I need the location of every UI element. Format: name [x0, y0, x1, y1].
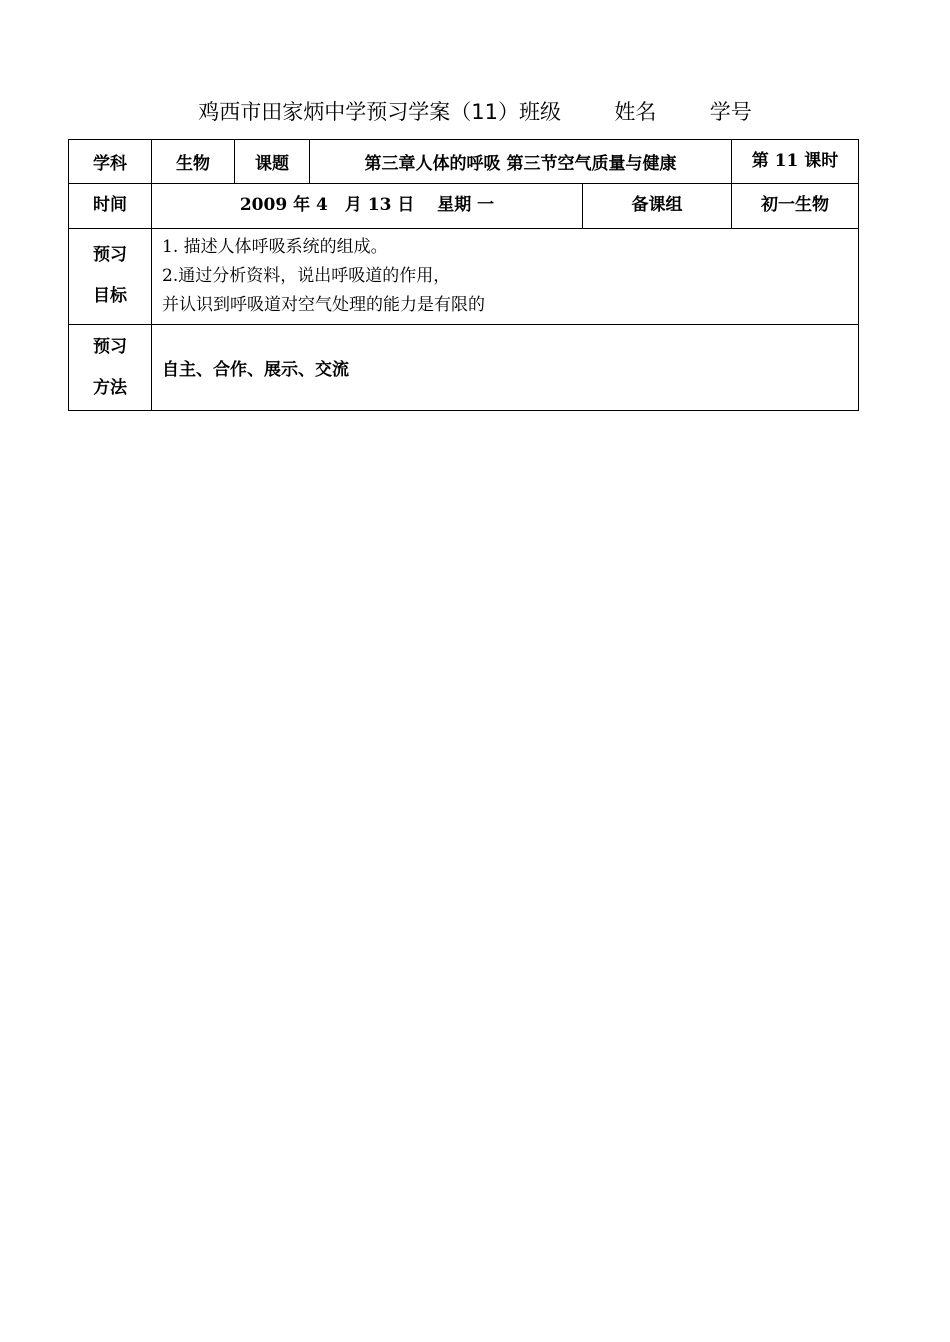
goals-label [69, 229, 152, 325]
topic-value: 第三章人体的呼吸 第三节空气质量与健康 [310, 140, 732, 184]
methods-label-line2: 方法 [93, 377, 127, 398]
methods-label-line1: 预习 [93, 336, 127, 357]
table-row-time [69, 184, 859, 229]
goals-content [152, 229, 859, 325]
topic-label: 课题 [235, 140, 310, 184]
title-main: 鸡西市田家炳中学预习学案（11）班级 [198, 100, 561, 124]
table-row-subject [69, 140, 859, 184]
time-label: 时间 [69, 184, 152, 229]
subject-value: 生物 [152, 140, 235, 184]
lesson-plan-table [68, 139, 859, 411]
title-id-field: 学号 [709, 100, 752, 124]
group-value: 初一生物 [732, 184, 859, 229]
group-label: 备课组 [583, 184, 732, 229]
goal-line-3: 并认识到呼吸道对空气处理的能力是有限的 [162, 295, 485, 315]
time-value: 2009 年 4 月 13 日 星期 一 [152, 184, 583, 229]
methods-value: 自主、合作、展示、交流 [152, 325, 859, 411]
goals-label-line1: 预习 [93, 245, 127, 265]
table-row-goals [69, 229, 859, 325]
goal-line-2: 2.通过分析资料，说出呼吸道的作用， [162, 266, 451, 286]
goal-line-1: 1. 描述人体呼吸系统的组成。 [162, 237, 388, 257]
document-title [0, 96, 950, 126]
lesson-number: 第 11 课时 [732, 140, 859, 184]
goals-label-line2: 目标 [93, 286, 127, 306]
methods-label [69, 325, 152, 411]
subject-label: 学科 [69, 140, 152, 184]
title-name-field: 姓名 [614, 100, 657, 124]
table-row-methods [69, 325, 859, 411]
